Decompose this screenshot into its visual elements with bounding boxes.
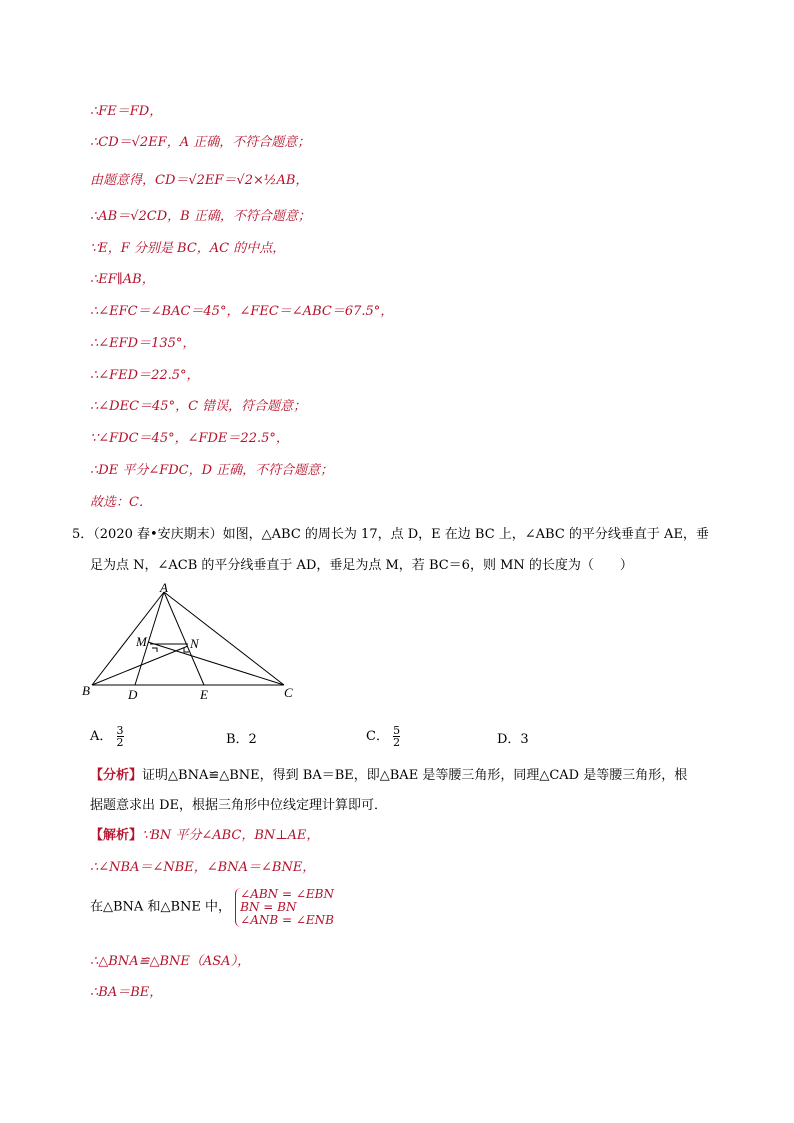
analysis-line-1	[90, 767, 687, 785]
solution-text-4: ∴BA＝BE，	[90, 985, 163, 1000]
choice-a[interactable]	[90, 725, 124, 748]
system-row-1: ∠ABN = ∠EBN	[240, 887, 334, 901]
equation-system	[235, 888, 334, 927]
label-m: M	[136, 634, 147, 649]
choice-a-fraction	[117, 725, 124, 748]
solution-line-3: 由题意得，CD＝√2EF＝√2×½AB，	[90, 173, 309, 188]
segment-bn	[92, 646, 188, 685]
solution-text-2: ∴∠NBA＝∠NBE，∠BNA＝∠BNE，	[90, 860, 316, 875]
solution-line-9: ∴∠FED＝22.5°，	[90, 368, 200, 383]
solution-line-10: ∴∠DEC＝45°，C 错误，符合题意；	[90, 399, 307, 414]
triangle-figure	[80, 582, 310, 707]
label-c: C	[284, 685, 293, 700]
label-a: A	[160, 582, 168, 595]
solution-line-11: ∵∠FDC＝45°，∠FDE＝22.5°，	[90, 431, 289, 446]
solution-system-line	[90, 888, 334, 927]
analysis-line-2: 据题意求出 DE，根据三角形中位线定理计算即可．	[90, 798, 388, 813]
solution-line-12: ∴DE 平分∠FDC，D 正确，不符合题意；	[90, 463, 334, 478]
choice-c-numerator: 5	[393, 724, 401, 737]
solution-line-6: ∴EF∥AB，	[90, 272, 155, 287]
choice-b[interactable]: B．2	[226, 732, 257, 747]
label-e: E	[200, 687, 208, 702]
analysis-text-1: 证明△BNA≌△BNE，得到 BA＝BE，即△BAE 是等腰三角形，同理△CAD 是等腰三角形，根	[142, 768, 688, 783]
solution-line-1: ∴FE＝FD，	[90, 104, 163, 119]
label-n: N	[190, 636, 199, 651]
solution-line-4: ∴AB＝√2CD，B 正确，不符合题意；	[90, 209, 311, 224]
choice-a-letter: A．	[90, 729, 113, 744]
segment-ab	[92, 592, 164, 685]
choice-c[interactable]	[366, 725, 400, 748]
solution-line-7: ∴∠EFC＝∠BAC＝45°，∠FEC＝∠ABC＝67.5°，	[90, 304, 394, 319]
segment-cm	[148, 642, 284, 685]
analysis-tag: 【分析】	[90, 768, 143, 783]
solution-text-1: ∵BN 平分∠ABC，BN⊥AE，	[142, 828, 320, 843]
choice-a-numerator: 3	[116, 724, 124, 737]
choice-c-fraction	[393, 725, 400, 748]
solution-tag: 【解析】	[90, 828, 143, 843]
choice-c-letter: C．	[366, 729, 389, 744]
label-b: B	[82, 683, 90, 698]
label-d: D	[128, 687, 138, 702]
solution-in-prefix: 在△BNA 和△BNE 中，	[90, 899, 231, 915]
solution-text-3: ∴△BNA≌△BNE（ASA），	[90, 954, 251, 969]
segment-ac	[164, 592, 284, 685]
system-row-3: ∠ANB = ∠ENB	[240, 913, 334, 927]
solution-line-8: ∴∠EFD＝135°，	[90, 336, 196, 351]
choice-a-denominator: 2	[116, 736, 124, 749]
solution-line-13: 故选：C．	[90, 495, 152, 510]
choice-c-denominator: 2	[393, 736, 401, 749]
system-row-2: BN = BN	[240, 900, 297, 914]
choice-d[interactable]: D．3	[497, 732, 529, 747]
question-5-line-1: 5．（2020 春•安庆期末）如图，△ABC 的周长为 17，点 D，E 在边 BC 上，∠ABC 的平分线垂直于 AE，垂	[72, 527, 709, 542]
solution-line-5: ∵E，F 分别是 BC，AC 的中点，	[90, 241, 286, 256]
solution-line-2: ∴CD＝√2EF，A 正确，不符合题意；	[90, 135, 311, 150]
right-angle-mark-m	[152, 648, 157, 652]
solution-intro-line	[90, 827, 319, 845]
question-5-line-2: 足为点 N，∠ACB 的平分线垂直于 AD，垂足为点 M，若 BC＝6，则 MN 的长度为（ ）	[90, 558, 633, 573]
